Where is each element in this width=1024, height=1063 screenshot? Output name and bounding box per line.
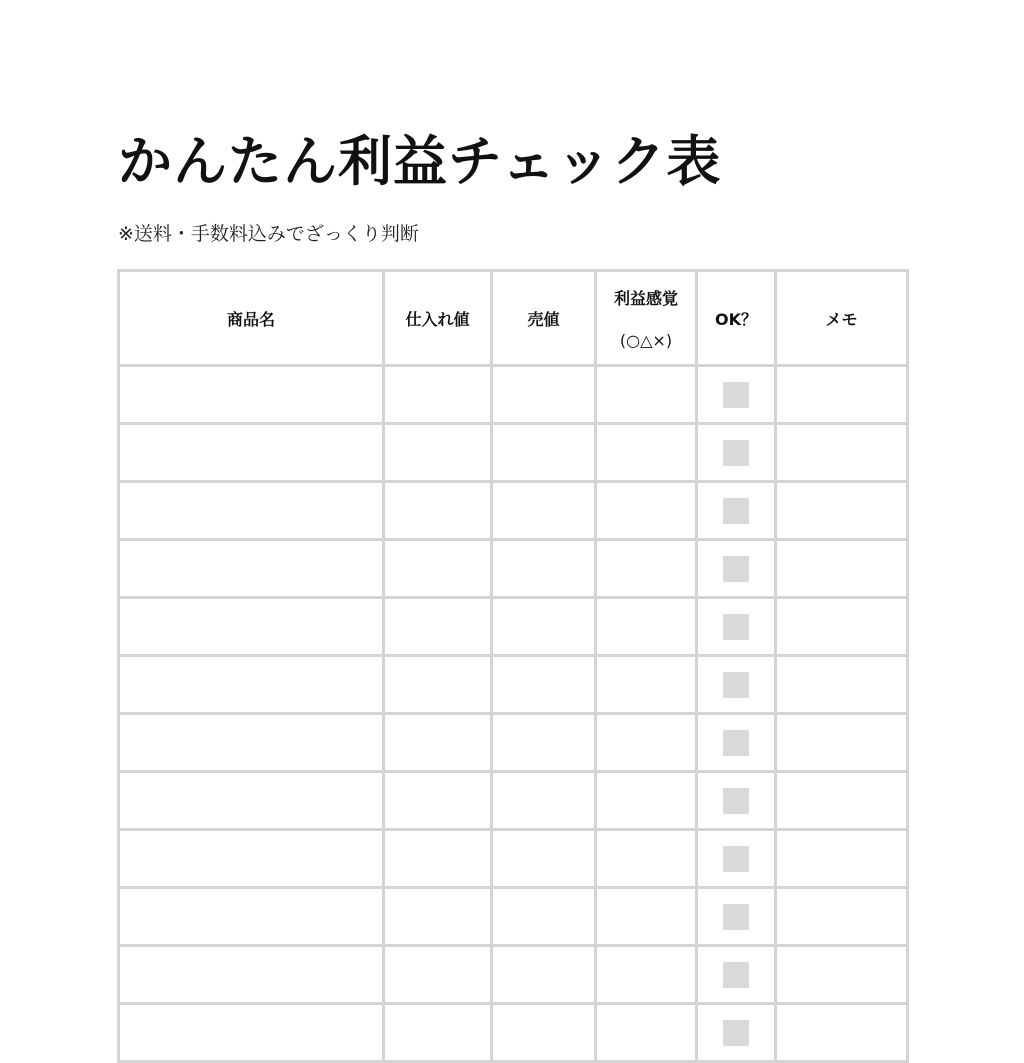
cell-selling-price[interactable] xyxy=(492,366,596,424)
header-profit-feel-scale: (○△×) xyxy=(619,331,673,350)
cell-ok xyxy=(697,482,776,540)
cell-profit-feel[interactable] xyxy=(596,598,697,656)
cell-selling-price[interactable] xyxy=(492,598,596,656)
header-selling-price: 売値 xyxy=(492,271,596,366)
header-purchase-price: 仕入れ値 xyxy=(384,271,492,366)
cell-purchase-price[interactable] xyxy=(384,946,492,1004)
cell-purchase-price[interactable] xyxy=(384,772,492,830)
cell-product-name[interactable] xyxy=(119,888,384,946)
cell-ok xyxy=(697,540,776,598)
cell-ok xyxy=(697,946,776,1004)
cell-profit-feel[interactable] xyxy=(596,424,697,482)
cell-profit-feel[interactable] xyxy=(596,946,697,1004)
cell-product-name[interactable] xyxy=(119,598,384,656)
cell-selling-price[interactable] xyxy=(492,424,596,482)
ok-checkbox[interactable] xyxy=(723,788,749,814)
cell-profit-feel[interactable] xyxy=(596,540,697,598)
ok-checkbox[interactable] xyxy=(723,614,749,640)
table-body xyxy=(119,366,908,1062)
cell-purchase-price[interactable] xyxy=(384,424,492,482)
cell-selling-price[interactable] xyxy=(492,830,596,888)
table-row xyxy=(119,1004,908,1062)
cell-product-name[interactable] xyxy=(119,366,384,424)
cell-product-name[interactable] xyxy=(119,540,384,598)
cell-ok xyxy=(697,366,776,424)
cell-product-name[interactable] xyxy=(119,714,384,772)
cell-memo[interactable] xyxy=(776,482,908,540)
table-row xyxy=(119,424,908,482)
ok-checkbox[interactable] xyxy=(723,730,749,756)
cell-selling-price[interactable] xyxy=(492,540,596,598)
profit-check-table xyxy=(117,269,909,1063)
ok-checkbox[interactable] xyxy=(723,1020,749,1046)
ok-checkbox[interactable] xyxy=(723,382,749,408)
cell-ok xyxy=(697,656,776,714)
cell-product-name[interactable] xyxy=(119,772,384,830)
cell-profit-feel[interactable] xyxy=(596,830,697,888)
ok-checkbox[interactable] xyxy=(723,556,749,582)
cell-profit-feel[interactable] xyxy=(596,366,697,424)
cell-profit-feel[interactable] xyxy=(596,482,697,540)
cell-purchase-price[interactable] xyxy=(384,598,492,656)
header-row xyxy=(119,271,908,366)
cell-profit-feel[interactable] xyxy=(596,656,697,714)
cell-purchase-price[interactable] xyxy=(384,366,492,424)
cell-profit-feel[interactable] xyxy=(596,714,697,772)
ok-checkbox[interactable] xyxy=(723,904,749,930)
cell-selling-price[interactable] xyxy=(492,888,596,946)
table-row xyxy=(119,888,908,946)
page-title: かんたん利益チェック表 xyxy=(118,130,722,193)
cell-memo[interactable] xyxy=(776,714,908,772)
cell-purchase-price[interactable] xyxy=(384,482,492,540)
table-row xyxy=(119,656,908,714)
cell-product-name[interactable] xyxy=(119,946,384,1004)
cell-ok xyxy=(697,424,776,482)
header-product-name: 商品名 xyxy=(119,271,384,366)
ok-checkbox[interactable] xyxy=(723,440,749,466)
table-row xyxy=(119,714,908,772)
cell-ok xyxy=(697,830,776,888)
cell-product-name[interactable] xyxy=(119,424,384,482)
cell-selling-price[interactable] xyxy=(492,656,596,714)
cell-ok xyxy=(697,1004,776,1062)
cell-ok xyxy=(697,772,776,830)
cell-ok xyxy=(697,598,776,656)
cell-selling-price[interactable] xyxy=(492,946,596,1004)
header-ok: OK？ xyxy=(697,271,776,366)
cell-ok xyxy=(697,714,776,772)
cell-purchase-price[interactable] xyxy=(384,540,492,598)
cell-product-name[interactable] xyxy=(119,1004,384,1062)
table-row xyxy=(119,598,908,656)
cell-selling-price[interactable] xyxy=(492,1004,596,1062)
cell-memo[interactable] xyxy=(776,366,908,424)
header-profit-feel xyxy=(596,271,697,366)
cell-selling-price[interactable] xyxy=(492,482,596,540)
ok-checkbox[interactable] xyxy=(723,846,749,872)
cell-profit-feel[interactable] xyxy=(596,888,697,946)
cell-purchase-price[interactable] xyxy=(384,830,492,888)
cell-product-name[interactable] xyxy=(119,656,384,714)
cell-memo[interactable] xyxy=(776,1004,908,1062)
cell-profit-feel[interactable] xyxy=(596,1004,697,1062)
table-row xyxy=(119,366,908,424)
cell-product-name[interactable] xyxy=(119,830,384,888)
ok-checkbox[interactable] xyxy=(723,672,749,698)
cell-memo[interactable] xyxy=(776,946,908,1004)
cell-purchase-price[interactable] xyxy=(384,1004,492,1062)
cell-memo[interactable] xyxy=(776,424,908,482)
cell-purchase-price[interactable] xyxy=(384,888,492,946)
cell-ok xyxy=(697,888,776,946)
cell-memo[interactable] xyxy=(776,830,908,888)
cell-memo[interactable] xyxy=(776,540,908,598)
table-row xyxy=(119,482,908,540)
cell-memo[interactable] xyxy=(776,656,908,714)
cell-memo[interactable] xyxy=(776,772,908,830)
page-note: ※送料・手数料込みでざっくり判断 xyxy=(118,223,419,245)
cell-selling-price[interactable] xyxy=(492,772,596,830)
table-row xyxy=(119,946,908,1004)
cell-purchase-price[interactable] xyxy=(384,656,492,714)
table-row xyxy=(119,830,908,888)
table-row xyxy=(119,772,908,830)
ok-checkbox[interactable] xyxy=(723,498,749,524)
table-row xyxy=(119,540,908,598)
header-profit-feel-label: 利益感覚 xyxy=(613,289,678,308)
cell-product-name[interactable] xyxy=(119,482,384,540)
cell-memo[interactable] xyxy=(776,888,908,946)
header-memo: メモ xyxy=(776,271,908,366)
cell-selling-price[interactable] xyxy=(492,714,596,772)
cell-memo[interactable] xyxy=(776,598,908,656)
cell-profit-feel[interactable] xyxy=(596,772,697,830)
ok-checkbox[interactable] xyxy=(723,962,749,988)
cell-purchase-price[interactable] xyxy=(384,714,492,772)
